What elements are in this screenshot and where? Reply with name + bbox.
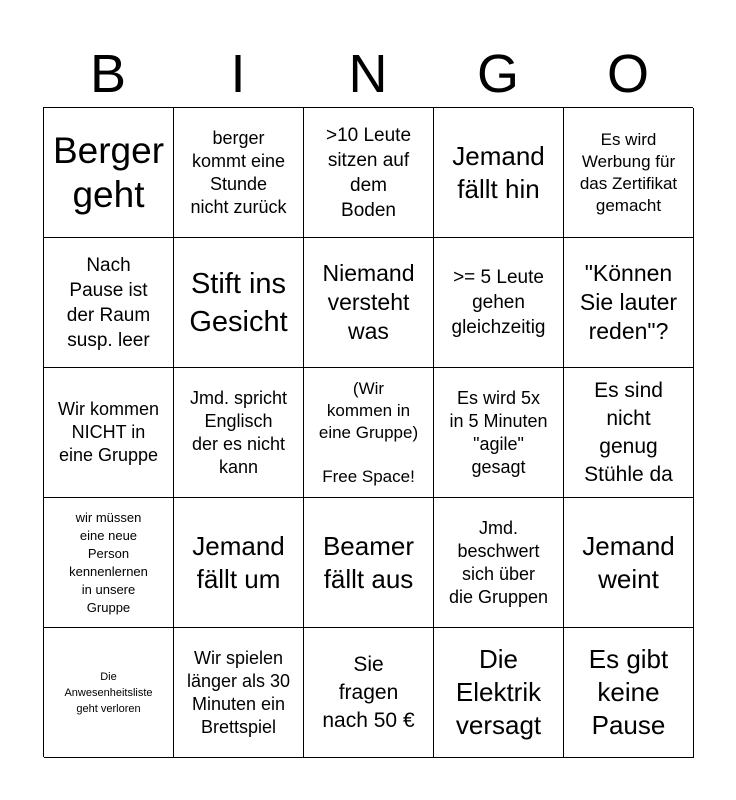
bingo-cell[interactable] <box>44 628 174 758</box>
bingo-cell-text: Die Anwesenheitsliste geht verloren <box>64 670 153 715</box>
bingo-cell[interactable] <box>174 108 304 238</box>
bingo-cell[interactable] <box>304 628 434 758</box>
bingo-grid <box>43 107 693 757</box>
bingo-cell[interactable] <box>564 108 694 238</box>
bingo-cell-text: Berger geht <box>52 129 165 215</box>
bingo-header <box>43 40 693 108</box>
bingo-cell-text: Jemand weint <box>582 530 675 594</box>
bingo-cell-text: Es wird 5x in 5 Minuten "agile" gesagt <box>449 387 548 477</box>
bingo-cell-text: Jemand fällt hin <box>452 140 545 204</box>
bingo-cell[interactable] <box>174 238 304 368</box>
bingo-cell[interactable] <box>44 498 174 628</box>
header-letter-g: G <box>476 44 519 104</box>
bingo-cell[interactable] <box>174 368 304 498</box>
bingo-cell-text: Sie fragen nach 50 € <box>322 652 415 732</box>
bingo-cell[interactable] <box>304 238 434 368</box>
bingo-cell[interactable] <box>304 108 434 238</box>
bingo-cell[interactable] <box>174 628 304 758</box>
bingo-cell-text: Wir spielen länger als 30 Minuten ein Brettspiel <box>186 647 291 737</box>
bingo-cell-text: Es sind nicht genug Stühle da <box>584 378 673 486</box>
bingo-cell-text: Nach Pause ist der Raum susp. leer <box>66 254 151 351</box>
bingo-cell-text: Niemand versteht was <box>322 260 415 344</box>
bingo-cell-text: Beamer fällt aus <box>322 530 415 594</box>
bingo-cell-text: >= 5 Leute gehen gleichzeitig <box>451 267 546 338</box>
bingo-cell-text: Die Elektrik versagt <box>455 644 542 740</box>
bingo-cell-text: Jmd. beschwert sich über die Gruppen <box>448 517 549 607</box>
bingo-cell[interactable] <box>434 368 564 498</box>
bingo-cell[interactable] <box>44 108 174 238</box>
bingo-cell[interactable] <box>564 238 694 368</box>
free-space-cell[interactable] <box>304 368 434 498</box>
bingo-cell[interactable] <box>44 368 174 498</box>
bingo-cell[interactable] <box>304 498 434 628</box>
bingo-cell-text: Jemand fällt um <box>192 530 285 594</box>
header-letter-b: B <box>89 44 127 104</box>
header-letter-n: N <box>348 44 388 104</box>
bingo-cell[interactable] <box>174 498 304 628</box>
bingo-cell-text: >10 Leute sitzen auf dem Boden <box>325 124 412 221</box>
bingo-cell-text: Wir kommen NICHT in eine Gruppe <box>57 399 159 465</box>
bingo-cell-text: "Können Sie lauter reden"? <box>579 260 678 344</box>
header-letter-i: I <box>230 44 246 104</box>
bingo-cell-text: Stift ins Gesicht <box>189 267 288 338</box>
bingo-cell[interactable] <box>434 628 564 758</box>
bingo-cell-text: (Wir kommen in eine Gruppe) Free Space! <box>318 378 419 486</box>
bingo-cell[interactable] <box>434 238 564 368</box>
bingo-cell[interactable] <box>434 108 564 238</box>
bingo-cell[interactable] <box>44 238 174 368</box>
bingo-cell[interactable] <box>564 368 694 498</box>
header-letter-o: O <box>606 44 649 104</box>
bingo-cell[interactable] <box>434 498 564 628</box>
bingo-cell[interactable] <box>564 628 694 758</box>
bingo-cell-text: berger kommt eine Stunde nicht zurück <box>190 127 287 217</box>
bingo-cell-text: Es wird Werbung für das Zertifikat gemacht <box>579 129 678 215</box>
bingo-cell-text: Jmd. spricht Englisch der es nicht kann <box>189 387 288 477</box>
bingo-cell-text: Es gibt keine Pause <box>588 644 669 740</box>
bingo-cell[interactable] <box>564 498 694 628</box>
bingo-cell-text: wir müssen eine neue Person kennenlernen in unsere Gruppe <box>69 509 148 615</box>
